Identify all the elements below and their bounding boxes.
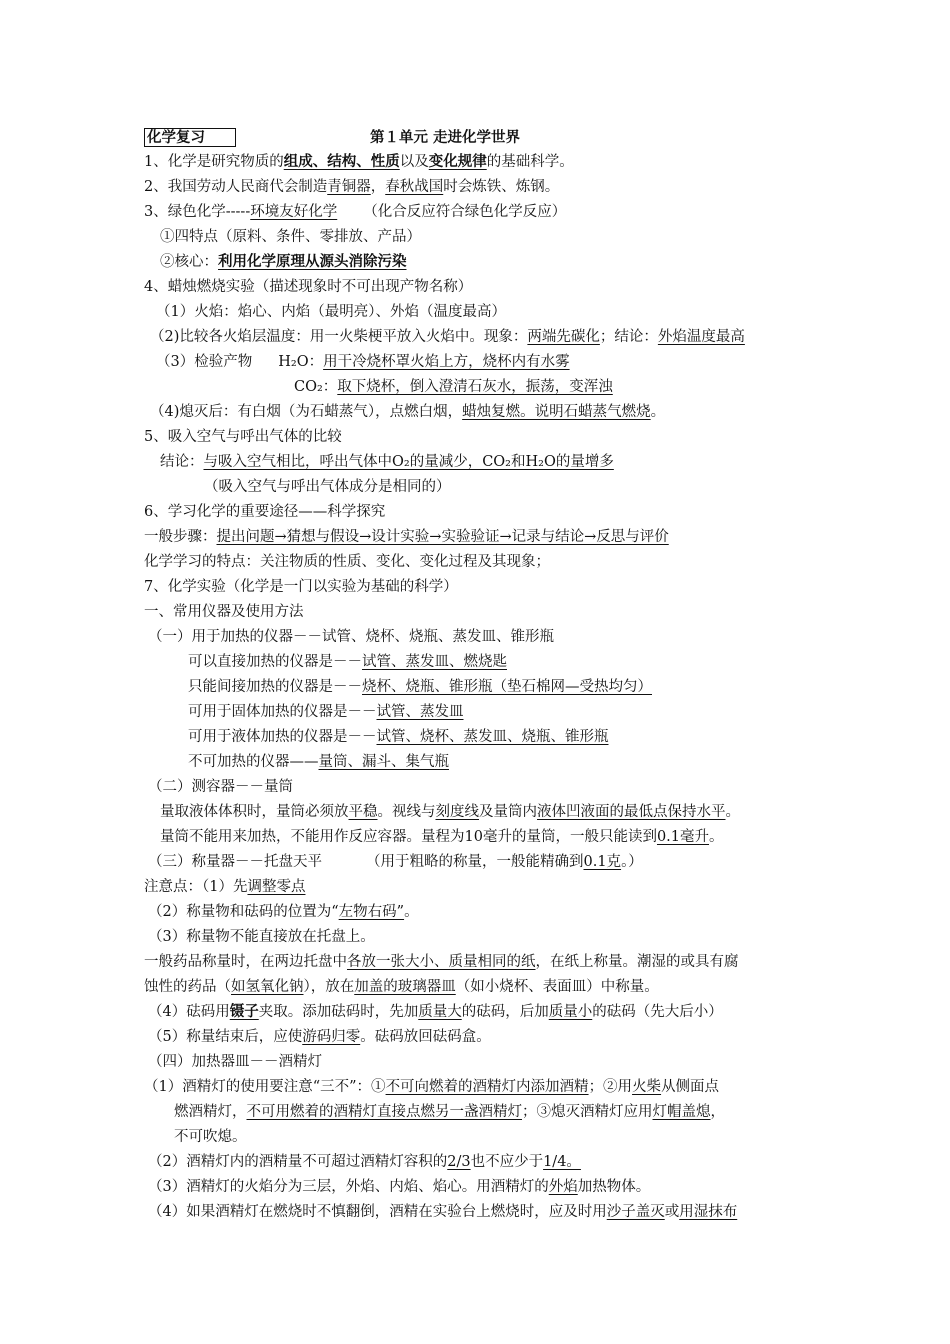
line-17: 化学学习的特点：关注物质的性质、变化、变化过程及其现象； (144, 554, 550, 570)
line-28: 量筒不能用来加热，不能用作反应容器。量程为10毫升的量筒，一般只能读到0.1毫升。 (160, 829, 724, 845)
line-3: 3、绿色化学-----环境友好化学 （化合反应符合绿色化学反应） (144, 204, 567, 220)
line-4: ①四特点（原料、条件、零排放、产品） (160, 229, 421, 245)
line-23: 可用于固体加热的仪器是－－试管、蒸发皿 (188, 704, 464, 720)
line-34: 蚀性的药品（如氢氧化钠），放在加盖的玻璃器皿（如小烧杯、表面皿）中称量。 (144, 979, 659, 995)
line-36: （5）称量结束后，应使游码归零。砝码放回砝码盒。 (148, 1029, 491, 1045)
line-43: （4）如果酒精灯在燃烧时不慎翻倒，酒精在实验台上燃烧时，应及时用沙子盖灭或用湿抹布 (148, 1204, 738, 1220)
line-37: （四）加热器皿－－酒精灯 (148, 1054, 322, 1070)
line-2: 2、我国劳动人民商代会制造青铜器，春秋战国时会炼铁、炼钢。 (144, 179, 560, 195)
line-21: 可以直接加热的仪器是－－试管、蒸发皿、燃烧匙 (188, 654, 507, 670)
line-33: 一般药品称量时，在两边托盘中各放一张大小、质量相同的纸，在纸上称量。潮湿的或具有腐 (144, 954, 739, 970)
line-6: 4、蜡烛燃烧实验（描述现象时不可出现产物名称） (144, 279, 473, 295)
line-7: （1）火焰：焰心、内焰（最明亮）、外焰（温度最高） (156, 304, 506, 320)
line-5: ②核心：利用化学原理从源头消除污染 (160, 253, 407, 270)
header-tag: 化学复习 (144, 128, 236, 147)
page-title: 第１单元 走进化学世界 (370, 129, 521, 146)
line-9: （3）检验产物 H₂O：用干冷烧杯罩火焰上方，烧杯内有水雾 (156, 354, 570, 370)
header-line (144, 128, 236, 148)
line-12: 5、吸入空气与呼出气体的比较 (144, 429, 342, 445)
line-30: 注意点：（1）先调整零点 (144, 879, 306, 895)
line-35: （4）砝码用镊子夹取。添加砝码时，先加质量大的砝码，后加质量小的砝码（先大后小） (148, 1003, 723, 1020)
line-22: 只能间接加热的仪器是－－烧杯、烧瓶、锥形瓶（垫石棉网—受热均匀） (188, 679, 652, 695)
line-11: （4)熄灭后：有白烟（为石蜡蒸气），点燃白烟，蜡烛复燃。说明石蜡蒸气燃烧。 (150, 404, 666, 420)
line-29: （三）称量器－－托盘天平 （用于粗略的称量，一般能精确到0.1克。） (148, 854, 643, 870)
line-8: （2)比较各火焰层温度：用一火柴梗平放入火焰中。现象：两端先碳化；结论：外焰温度最高 (150, 329, 745, 345)
line-32: （3）称量物不能直接放在托盘上。 (148, 929, 375, 945)
line-26: （二）测容器－－量筒 (148, 779, 293, 795)
line-1: 1、化学是研究物质的组成、结构、性质以及变化规律的基础科学。 (144, 153, 574, 170)
line-16: 一般步骤：提出问题→猜想与假设→设计实验→实验验证→记录与结论→反思与评价 (144, 529, 669, 545)
line-39: 燃酒精灯，不可用燃着的酒精灯直接点燃另一盏酒精灯；③熄灭酒精灯应用灯帽盖熄， (174, 1104, 725, 1120)
line-15: 6、学习化学的重要途径——科学探究 (144, 504, 386, 520)
line-20: （一）用于加热的仪器－－试管、烧杯、烧瓶、蒸发皿、锥形瓶 (148, 629, 554, 645)
line-38: （1）酒精灯的使用要注意“三不”：①不可向燃着的酒精灯内添加酒精；②用火柴从侧面点 (144, 1079, 720, 1095)
line-27: 量取液体体积时，量筒必须放平稳。视线与刻度线及量筒内液体凹液面的最低点保持水平。 (160, 804, 740, 820)
line-24: 可用于液体加热的仪器是－－试管、烧杯、蒸发皿、烧瓶、锥形瓶 (188, 729, 609, 745)
line-31: （2）称量物和砝码的位置为“左物右码”。 (148, 904, 419, 920)
line-42: （3）酒精灯的火焰分为三层，外焰、内焰、焰心。用酒精灯的外焰加热物体。 (148, 1179, 651, 1195)
line-40: 不可吹熄。 (174, 1129, 247, 1145)
line-14: （吸入空气与呼出气体成分是相同的） (204, 479, 451, 495)
line-19: 一、常用仪器及使用方法 (144, 604, 304, 620)
line-18: 7、化学实验（化学是一门以实验为基础的科学） (144, 579, 458, 595)
line-13: 结论：与吸入空气相比，呼出气体中O₂的量减少，CO₂和H₂O的量增多 (160, 454, 614, 470)
line-25: 不可加热的仪器——量筒、漏斗、集气瓶 (188, 754, 449, 770)
line-10: CO₂：取下烧杯，倒入澄清石灰水，振荡，变浑浊 (294, 379, 613, 395)
line-41: （2）酒精灯内的酒精量不可超过酒精灯容积的2/3也不应少于1/4。 (148, 1154, 581, 1170)
